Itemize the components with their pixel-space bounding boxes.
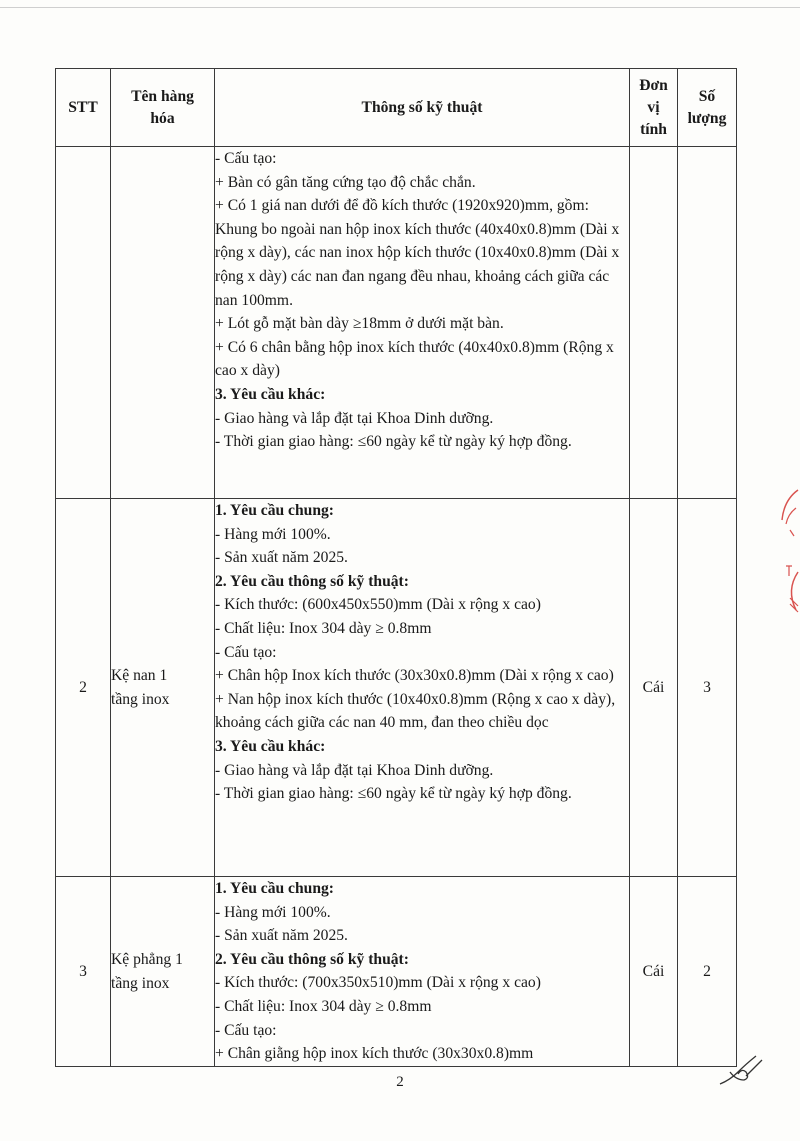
spec-line: - Giao hàng và lắp đặt tại Khoa Dinh dưỡng.	[215, 409, 494, 427]
spec-section-heading: 2. Yêu cầu thông số kỹ thuật:	[215, 572, 409, 590]
red-stamp-fragment	[772, 480, 800, 640]
cell-specifications	[215, 499, 630, 877]
spec-line: - Cấu tạo:	[215, 150, 277, 167]
page-edge-line	[0, 7, 800, 8]
header-quantity: Số lượng	[678, 69, 737, 147]
cell-stt: 3	[56, 877, 111, 1067]
spec-line: - Sản xuất năm 2025.	[215, 549, 348, 567]
cell-specifications	[215, 877, 630, 1067]
table-row	[56, 499, 737, 877]
spec-line: + Có 6 chân bằng hộp inox kích thước (40x40x0.8)mm (Rộng x cao x dày)	[215, 338, 614, 380]
cell-stt: 2	[56, 499, 111, 877]
table-row	[56, 147, 737, 499]
spec-line: - Chất liệu: Inox 304 dày ≥ 0.8mm	[215, 997, 432, 1015]
table-header-row	[56, 69, 737, 147]
spec-table	[55, 68, 737, 1067]
cell-item-name	[111, 499, 215, 877]
header-specifications: Thông số kỹ thuật	[215, 69, 630, 147]
cell-quantity	[678, 147, 737, 499]
spec-section-heading: 1. Yêu cầu chung:	[215, 502, 334, 519]
spec-line: - Sản xuất năm 2025.	[215, 927, 348, 945]
cell-item-name	[111, 877, 215, 1067]
spec-line: - Thời gian giao hàng: ≤60 ngày kể từ ngày ký hợp đồng.	[215, 785, 572, 803]
cell-specifications	[215, 147, 630, 499]
spec-line: + Nan hộp inox kích thước (10x40x0.8)mm (Rộng x cao x dày), khoảng cách giữa các nan 40 mm, đan theo chiều dọc	[215, 690, 616, 732]
cell-quantity: 3	[678, 499, 737, 877]
spec-line: - Kích thước: (600x450x550)mm (Dài x rộng x cao)	[215, 596, 541, 614]
spec-line: - Hàng mới 100%.	[215, 903, 331, 921]
header-unit: Đơn vị tính	[630, 69, 678, 147]
page-number: 2	[396, 1074, 404, 1090]
spec-section-heading: 3. Yêu cầu khác:	[215, 737, 326, 755]
cell-unit	[630, 147, 678, 499]
item-name-line: Kệ phẳng 1	[111, 950, 183, 968]
cell-item-name	[111, 147, 215, 499]
spec-line: + Chân giằng hộp inox kích thước (30x30x0.8)mm	[215, 1045, 534, 1063]
spec-line: + Lót gỗ mặt bàn dày ≥18mm ở dưới mặt bàn.	[215, 315, 504, 333]
spec-section-heading: 2. Yêu cầu thông số kỹ thuật:	[215, 950, 409, 968]
spec-line: - Hàng mới 100%.	[215, 525, 331, 543]
spec-line: - Cấu tạo:	[215, 643, 277, 661]
spec-line: - Kích thước: (700x350x510)mm (Dài x rộng x cao)	[215, 974, 541, 992]
spec-line: - Cấu tạo:	[215, 1021, 277, 1039]
spec-line: + Có 1 giá nan dưới để đồ kích thước (1920x920)mm, gồm: Khung bo ngoài nan hộp inox kích thước (40x40x0.8)mm (Dài x rộng x dày), các nan inox hộp kích thước (10x40x0.8)mm (Dài x rộng x dày) các nan đan ngang đều nhau, khoảng cách giữa các nan 100mm.	[215, 197, 620, 309]
table-row	[56, 877, 737, 1067]
cell-unit: Cái	[630, 499, 678, 877]
cell-unit: Cái	[630, 877, 678, 1067]
handwritten-signature	[716, 1050, 766, 1090]
item-name-line: tầng inox	[111, 974, 170, 992]
spec-line: + Chân hộp Inox kích thước (30x30x0.8)mm (Dài x rộng x cao)	[215, 667, 614, 685]
cell-quantity: 2	[678, 877, 737, 1067]
item-name-line: tầng inox	[111, 690, 170, 708]
header-item-name: Tên hàng hóa	[111, 69, 215, 147]
spec-line: - Thời gian giao hàng: ≤60 ngày kể từ ngày ký hợp đồng.	[215, 433, 572, 451]
spec-line: + Bàn có gân tăng cứng tạo độ chắc chắn.	[215, 173, 476, 191]
spec-section-heading: 1. Yêu cầu chung:	[215, 880, 334, 897]
spec-line: - Giao hàng và lắp đặt tại Khoa Dinh dưỡng.	[215, 761, 494, 779]
spec-section-heading: 3. Yêu cầu khác:	[215, 385, 326, 403]
cell-stt	[56, 147, 111, 499]
spec-line: - Chất liệu: Inox 304 dày ≥ 0.8mm	[215, 619, 432, 637]
item-name-line: Kệ nan 1	[111, 666, 168, 684]
header-stt: STT	[56, 69, 111, 147]
